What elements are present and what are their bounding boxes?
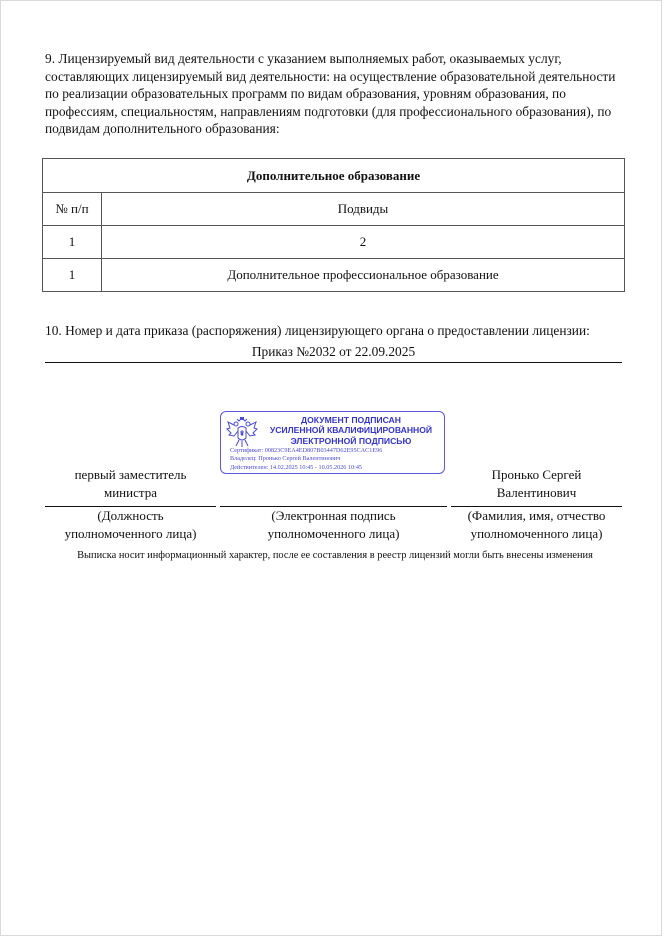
column-header-subtypes: Подвиды	[102, 193, 625, 226]
column-header-number: № п/п	[43, 193, 102, 226]
order-number: Приказ №2032 от 22.09.2025	[45, 343, 622, 363]
caption-line: уполномоченного лица)	[267, 525, 400, 541]
signer-position-line: первый заместитель	[74, 467, 187, 482]
caption-signature	[220, 507, 447, 542]
signer-position-line: министра	[104, 485, 157, 500]
table-cell: 2	[102, 226, 625, 259]
table-row	[43, 259, 625, 292]
double-headed-eagle-icon	[226, 416, 258, 450]
table-cell: Дополнительное профессиональное образование	[102, 259, 625, 292]
table-cell: 1	[43, 259, 102, 292]
signer-name-line: Валентинович	[496, 485, 577, 500]
caption-line: (Электронная подпись	[271, 508, 396, 523]
table-header-row	[43, 193, 625, 226]
caption-position	[45, 507, 216, 542]
electronic-signature-stamp	[220, 411, 445, 474]
education-subtypes-table	[42, 158, 625, 292]
stamp-certificate: Сертификат: 00823C9EA4ED807B03447D62E95CAC1E96	[230, 447, 383, 454]
caption-line: уполномоченного лица)	[470, 525, 603, 541]
disclaimer-footnote: Выписка носит информационный характер, после ее составления в реестр лицензий могли быть внесены изменения	[77, 550, 593, 561]
stamp-details	[230, 447, 444, 472]
table-title: Дополнительное образование	[43, 159, 625, 193]
caption-line: (Фамилия, имя, отчество	[467, 508, 606, 523]
table-cell: 1	[43, 226, 102, 259]
signer-name-line: Пронько Сергей	[491, 467, 582, 482]
caption-line: уполномоченного лица)	[64, 525, 197, 541]
stamp-title-line: ДОКУМЕНТ ПОДПИСАН	[301, 415, 401, 425]
section-10-text: 10. Номер и дата приказа (распоряжения) лицензирующего органа о предоставлении лицензии:	[45, 323, 590, 338]
stamp-title	[259, 415, 443, 446]
stamp-owner: Владелец: Пронько Сергей Валентинович	[230, 455, 341, 463]
stamp-title-line: ЭЛЕКТРОННОЙ ПОДПИСЬЮ	[290, 435, 412, 446]
section-9-text: 9. Лицензируемый вид деятельности с указанием выполняемых работ, оказываемых услуг, составляющих лицензируемый вид деятельности: на осуществление образовательной деятельности по реализации образовательных программ по видам образования, уровням образования, по профессиям, специальностям, направлениям подготовки (для профессионального образования), по подвидам дополнительного образования:	[45, 51, 616, 137]
stamp-validity: Действителен: 14.02.2025 10:45 - 10.05.2026 10:45	[230, 463, 363, 471]
caption-name	[451, 507, 622, 542]
caption-line: (Должность	[97, 508, 164, 523]
signer-position	[45, 466, 216, 502]
table-row	[43, 226, 625, 259]
stamp-title-line: УСИЛЕННОЙ КВАЛИФИЦИРОВАННОЙ	[269, 425, 433, 436]
signer-name	[451, 466, 622, 502]
